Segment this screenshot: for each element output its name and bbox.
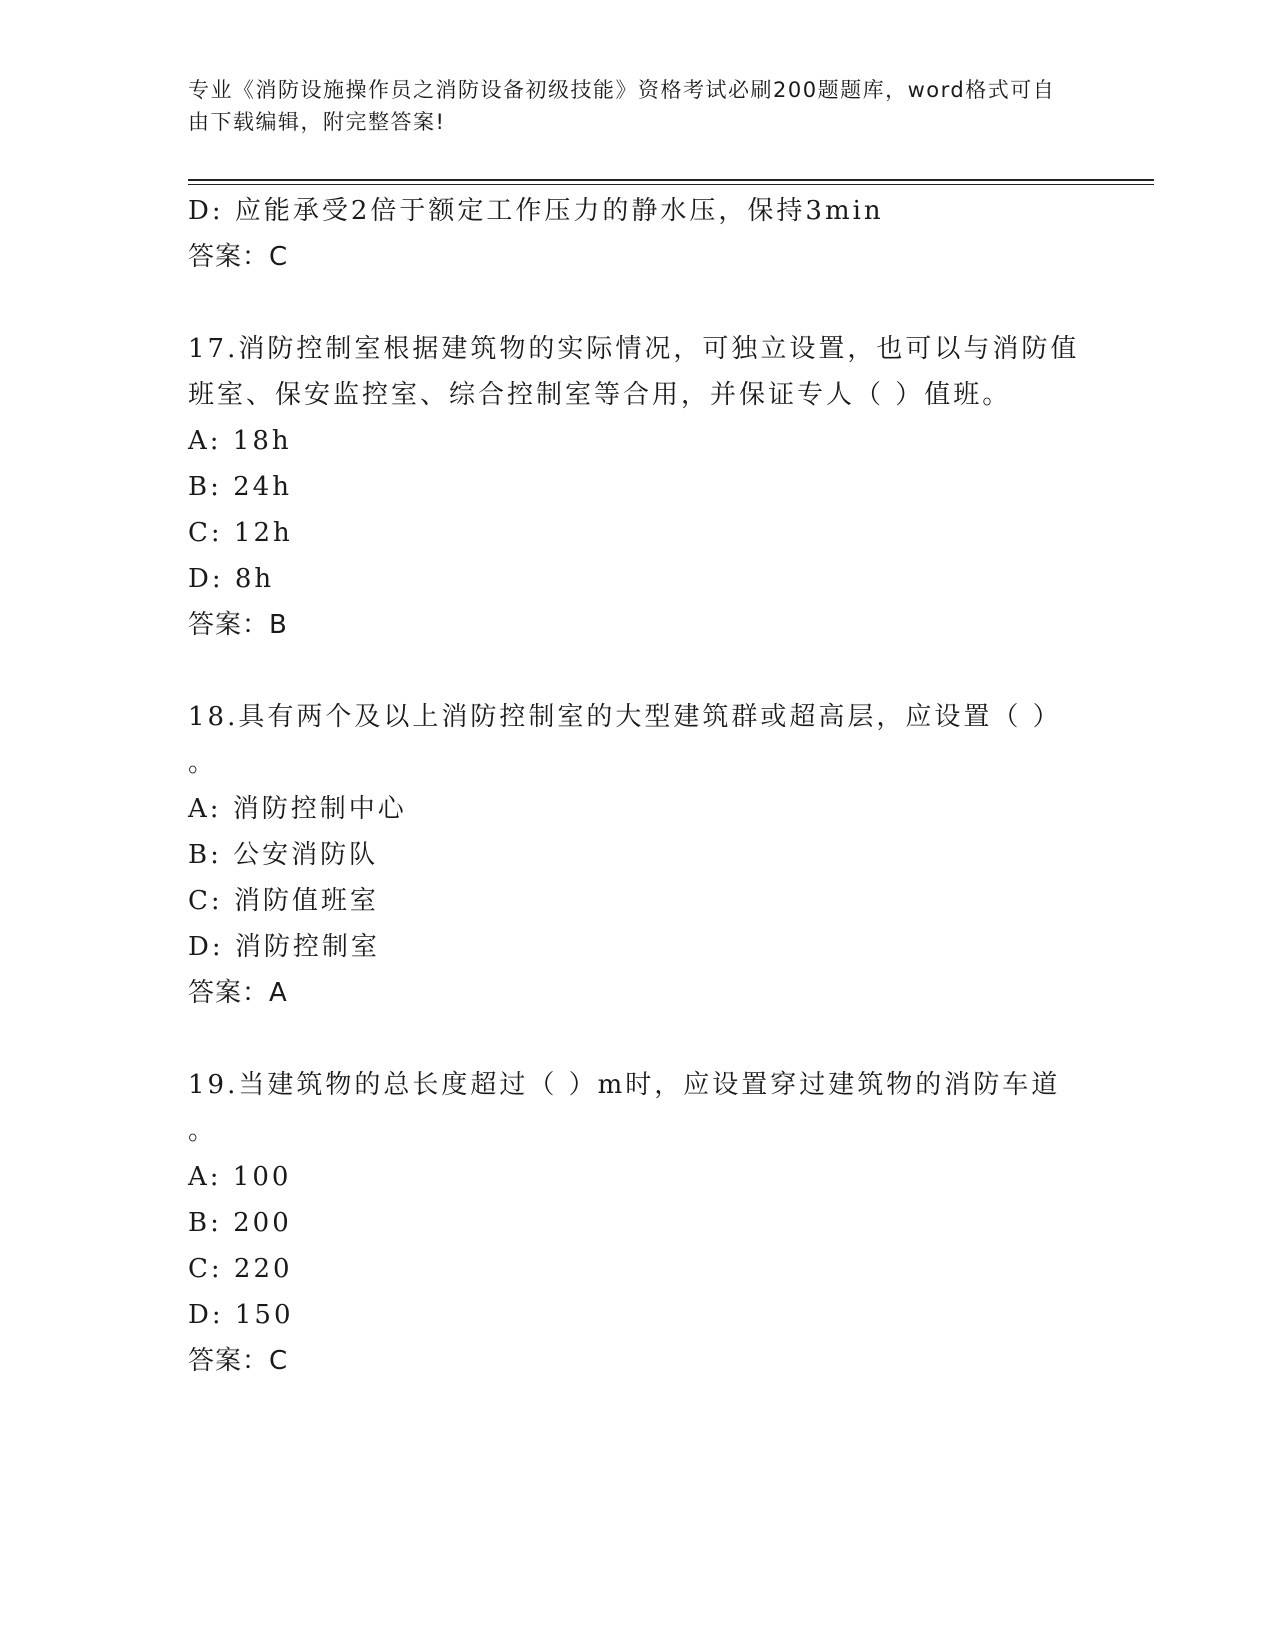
- question-17-line-2: 班室、保安监控室、综合控制室等合用，并保证专人（ ）值班。: [188, 380, 1012, 410]
- question-19-line-2: 。: [188, 1116, 218, 1146]
- question-18-line-2: 。: [188, 748, 218, 778]
- question-18-line-1: 18.具有两个及以上消防控制室的大型建筑群或超高层，应设置（ ）: [188, 702, 1062, 732]
- prev-option-d: D: 应能承受2倍于额定工作压力的静水压，保持3min: [188, 196, 884, 226]
- question-17-option-a: A: 18h: [188, 426, 292, 456]
- document-body: [188, 188, 1088, 1384]
- question-18-option-d: D: 消防控制室: [188, 932, 380, 962]
- question-17-option-c: C: 12h: [188, 518, 293, 548]
- question-18-answer: 答案：A: [188, 978, 288, 1008]
- header-divider-thin: [188, 184, 1154, 185]
- question-18-option-c: C: 消防值班室: [188, 886, 379, 916]
- question-17-answer: 答案：B: [188, 610, 288, 640]
- question-17-option-b: B: 24h: [188, 472, 292, 502]
- spacer: [188, 648, 1088, 694]
- spacer: [188, 1016, 1088, 1062]
- question-19-option-d: D: 150: [188, 1300, 294, 1330]
- document-header: 专业《消防设施操作员之消防设备初级技能》资格考试必刷200题题库，word格式可自由下载编辑，附完整答案!: [188, 78, 1056, 134]
- question-19-line-1: 19.当建筑物的总长度超过（ ）m时，应设置穿过建筑物的消防车道: [188, 1070, 1061, 1100]
- question-17-option-d: D: 8h: [188, 564, 275, 594]
- question-18-option-a: A: 消防控制中心: [188, 794, 407, 824]
- question-17-line-1: 17.消防控制室根据建筑物的实际情况，可独立设置，也可以与消防值: [188, 334, 1080, 364]
- question-19-option-c: C: 220: [188, 1254, 293, 1284]
- question-18-option-b: B: 公安消防队: [188, 840, 379, 870]
- question-19-answer: 答案：C: [188, 1346, 289, 1376]
- question-19-option-a: A: 100: [188, 1162, 292, 1192]
- question-19-option-b: B: 200: [188, 1208, 292, 1238]
- prev-answer: 答案：C: [188, 242, 289, 272]
- spacer: [188, 280, 1088, 326]
- header-divider-thick: [188, 179, 1154, 181]
